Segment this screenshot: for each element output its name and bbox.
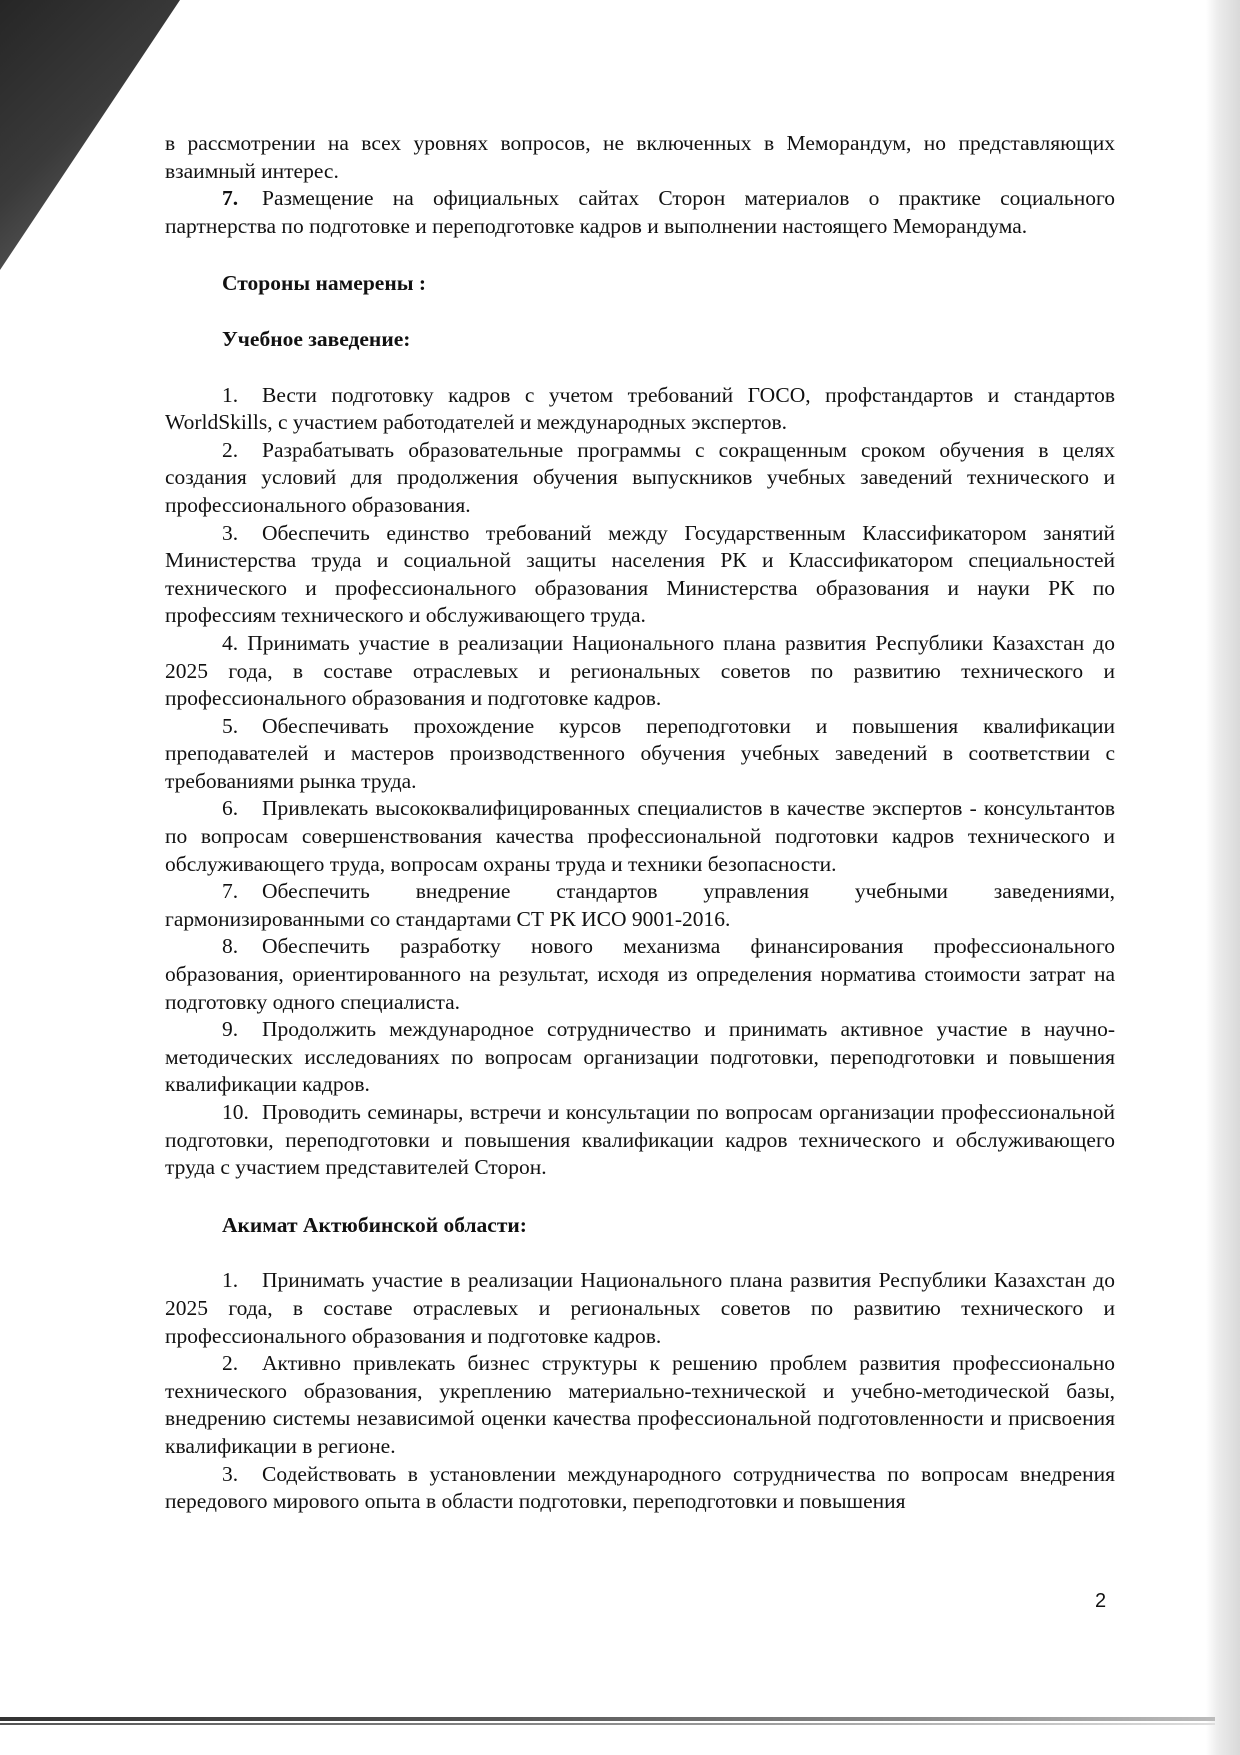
intro-item-7 bbox=[165, 185, 1115, 240]
scan-right-edge bbox=[1206, 0, 1240, 1755]
list-item bbox=[165, 630, 1115, 713]
item-number: 3. bbox=[222, 520, 239, 545]
scan-corner-fold bbox=[0, 0, 180, 270]
item-text: Содействовать в установлении международного сотрудничества по вопросам внедрения передового мирового опыта в области подготовки, переподготовки и повышения bbox=[165, 1461, 1115, 1514]
item-number: 1. bbox=[222, 382, 239, 407]
item-text: Обеспечить разработку нового механизма финансирования профессионального образования, ориентированного на результат, исходя из определения норматива стоимости затрат на подготовку одного специалиста. bbox=[165, 934, 1115, 1014]
item-text: Вести подготовку кадров с учетом требований ГОСО, профстандартов и стандартов WorldSkills, с участием работодателей и международных экспертов. bbox=[165, 382, 1115, 435]
list-item bbox=[165, 933, 1115, 1016]
item-text: Привлекать высококвалифицированных специалистов в качестве экспертов - консультантов по вопросам совершенствования качества профессиональной подготовки кадров технического и обслуживающего труда, вопросам охраны труда и техники безопасности. bbox=[165, 796, 1115, 876]
list-item bbox=[165, 382, 1115, 437]
item-number: 6. bbox=[222, 796, 239, 821]
item-text: Разрабатывать образовательные программы с сокращенным сроком обучения в целях создания условий для продолжения обучения выпускников учебных заведений технического и профессионального образования. bbox=[165, 437, 1115, 517]
item-number: 3. bbox=[222, 1461, 239, 1486]
item-text: Принимать участие в реализации Национального плана развития Республики Казахстан до 2025 года, в составе отраслевых и региональных советов по развитию технического и профессионального образования и подготовке кадров. bbox=[165, 630, 1115, 711]
scan-bottom-edge bbox=[0, 1705, 1240, 1755]
continuation-paragraph: в рассмотрении на всех уровнях вопросов, не включенных в Меморандум, но представляющих взаимный интерес. bbox=[165, 131, 1115, 183]
item-number: 8. bbox=[222, 934, 239, 959]
list-item bbox=[165, 878, 1115, 933]
list-item bbox=[165, 1099, 1115, 1182]
item-text: Обеспечить единство требований между Государственным Классификатором занятий Министерства труда и социальной защиты населения РК и Классификатором специальностей технического и профессионального образования Министерства образования и науки РК по профессиям технического и обслуживающего труда. bbox=[165, 520, 1115, 628]
item-number: 10. bbox=[222, 1100, 249, 1124]
institution-list bbox=[165, 382, 1115, 1182]
section-title-akimat: Акимат Актюбинской области: bbox=[222, 1212, 527, 1237]
list-item bbox=[165, 1350, 1115, 1460]
akimat-list bbox=[165, 1267, 1115, 1515]
section-title-institution: Учебное заведение: bbox=[222, 326, 411, 351]
item-number: 1. bbox=[222, 1268, 239, 1293]
item-number: 2. bbox=[222, 437, 239, 462]
list-item bbox=[165, 1016, 1115, 1099]
item-text: Активно привлекать бизнес структуры к решению проблем развития профессионально технического образования, укреплению материально-технической и учебно-методической базы, внедрению системы независимой оценки качества профессиональной подготовленности и присвоения квалификации в регионе. bbox=[165, 1351, 1115, 1458]
heading-parties: Стороны намерены : bbox=[222, 271, 427, 296]
list-item bbox=[165, 1267, 1115, 1350]
item-number: 7. bbox=[222, 879, 239, 904]
item-number: 4. bbox=[222, 630, 239, 655]
list-item bbox=[165, 795, 1115, 878]
item-text: Принимать участие в реализации Национального плана развития Республики Казахстан до 2025 года, в составе отраслевых и региональных советов по развитию технического и профессионального образования и подготовке кадров. bbox=[165, 1268, 1115, 1348]
list-item bbox=[165, 520, 1115, 630]
list-item bbox=[165, 437, 1115, 520]
item-number: 5. bbox=[222, 713, 239, 738]
item-number: 2. bbox=[222, 1351, 239, 1376]
item-text: Обеспечить внедрение стандартов управления учебными заведениями, гармонизированными со стандартами СТ РК ИСО 9001-2016. bbox=[165, 879, 1115, 931]
item-text: Обеспечивать прохождение курсов переподготовки и повышения квалификации преподавателей и мастеров производственного обучения учебных заведений в соответствии с требованиями рынка труда. bbox=[165, 713, 1115, 793]
item-number: 7. bbox=[222, 186, 239, 211]
item-text: Продолжить международное сотрудничество и принимать активное участие в научно-методических исследованиях по вопросам организации подготовки, переподготовки и повышения квалификации кадров. bbox=[165, 1017, 1115, 1097]
item-number: 9. bbox=[222, 1017, 239, 1042]
item-text: Проводить семинары, встречи и консультации по вопросам организации профессиональной подготовки, переподготовки и повышения квалификации кадров технического и обслуживающего труда с участием представителей Сторон. bbox=[165, 1100, 1115, 1180]
item-text: Размещение на официальных сайтах Сторон материалов о практике социального партнерства по подготовке и переподготовке кадров и выполнении настоящего Меморандума. bbox=[165, 186, 1115, 238]
document-body bbox=[165, 130, 1115, 1516]
list-item bbox=[165, 713, 1115, 796]
list-item bbox=[165, 1461, 1115, 1516]
page-number: 2 bbox=[1095, 1590, 1107, 1612]
